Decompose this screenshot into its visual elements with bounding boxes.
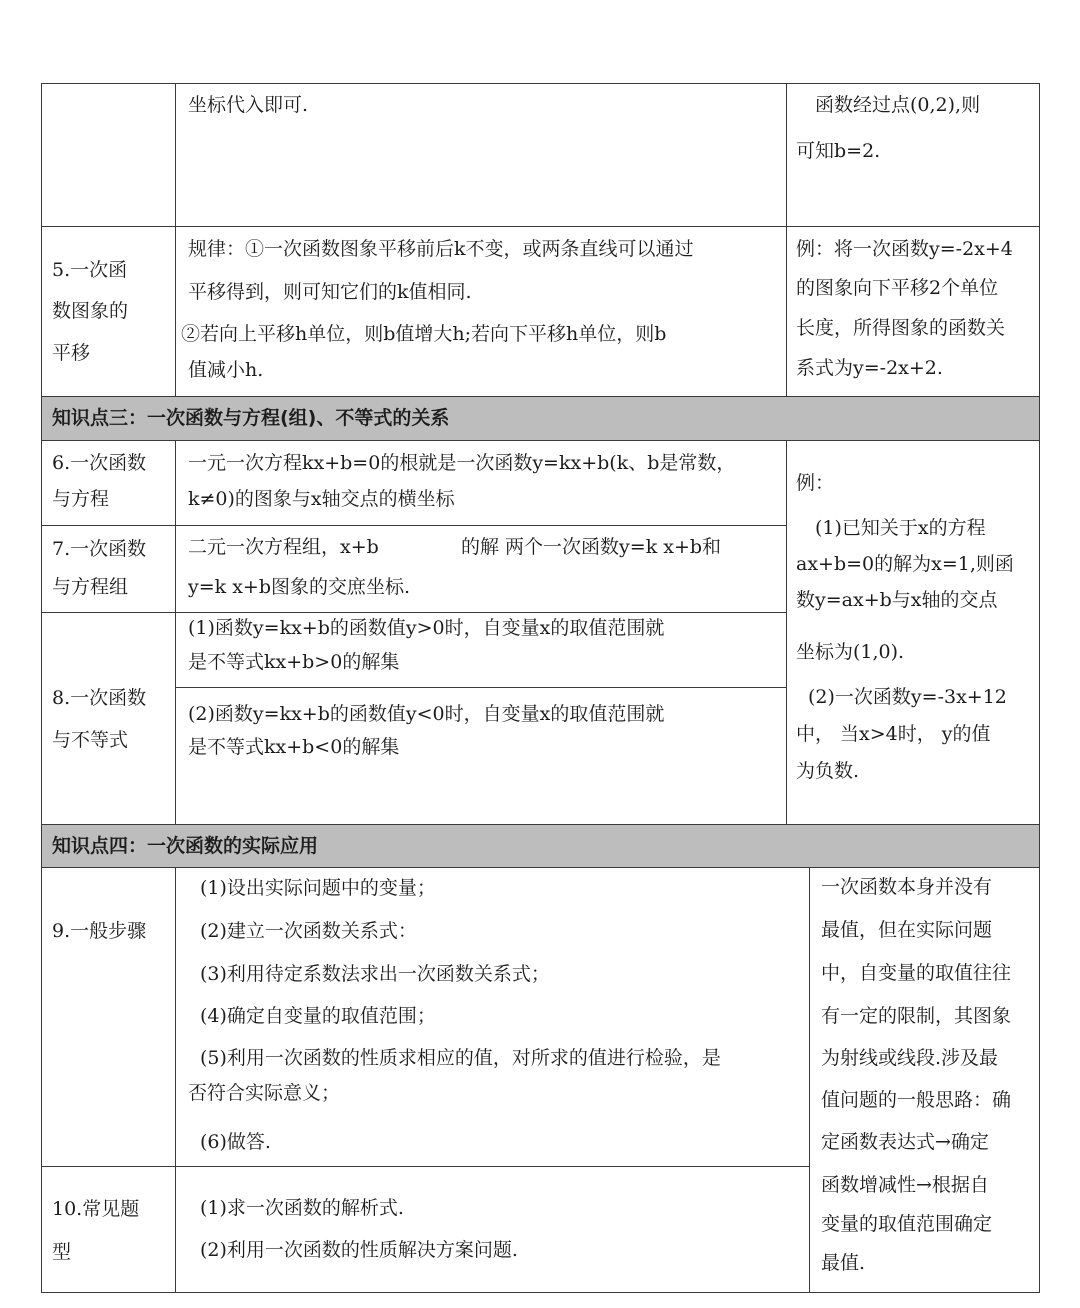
row-5-label: 5.一次函 <box>52 259 128 281</box>
table-rule <box>41 1292 1040 1293</box>
table-rule <box>175 83 176 396</box>
note-9-10: 最值. <box>821 1252 866 1274</box>
row-7-content: 的解 两个一次函数y=k x+b和 <box>461 536 722 558</box>
row-10-content: (2)利用一次函数的性质解决方案问题. <box>200 1239 518 1261</box>
section-3-title: 知识点三：一次函数与方程(组)、不等式的关系 <box>52 407 450 429</box>
table-rule <box>175 440 176 824</box>
table-rule <box>175 867 176 1292</box>
table-rule <box>41 1166 810 1167</box>
note-9-10: 一次函数本身并没有 <box>821 876 993 898</box>
row-6-content: 一元一次方程kx+b=0的根就是一次函数y=kx+b(k、b是常数， <box>188 452 736 474</box>
row-10-label: 型 <box>52 1241 72 1263</box>
row-10-label: 10.常见题 <box>52 1198 140 1220</box>
row-10-content: (1)求一次函数的解析式. <box>200 1197 404 1219</box>
example-6-8: (2)一次函数y=-3x+12 <box>808 686 1007 708</box>
row-cont-example: 可知b=2. <box>796 140 881 162</box>
note-9-10: 定函数表达式→确定 <box>821 1131 989 1153</box>
table-rule <box>41 396 1040 397</box>
row-8-content: 是不等式kx+b>0的解集 <box>188 651 400 673</box>
table-rule <box>41 867 1040 868</box>
note-9-10: 函数增减性→根据自 <box>821 1174 989 1196</box>
example-6-8: 数y=ax+b与x轴的交点 <box>796 589 998 611</box>
note-9-10: 变量的取值范围确定 <box>821 1213 993 1235</box>
example-6-8: (1)已知关于x的方程 <box>815 517 986 539</box>
note-9-10: 最值，但在实际问题 <box>821 919 993 941</box>
row-9-step: (6)做答. <box>200 1131 271 1153</box>
table-rule <box>1039 83 1040 1292</box>
note-9-10: 为射线或线段.涉及最 <box>821 1047 999 1069</box>
row-8-content: (1)函数y=kx+b的函数值y>0时，自变量x的取值范围就 <box>188 617 665 639</box>
row-7-content: y=k x+b图象的交庶坐标. <box>188 576 411 598</box>
row-5-content: 平移得到，则可知它们的k值相同. <box>188 281 472 303</box>
row-5-content: ②若向上平移h单位，则b值增大h;若向下平移h单位，则b <box>181 323 667 345</box>
note-9-10: 中，自变量的取值往往 <box>821 962 1012 984</box>
row-9-step: (3)利用待定系数法求出一次函数关系式； <box>200 963 550 985</box>
table-rule <box>809 867 810 1292</box>
table-rule <box>41 612 787 613</box>
row-5-example: 长度，所得图象的函数关 <box>796 317 1006 339</box>
row-cont-example: 函数经过点(0,2),则 <box>815 94 981 116</box>
example-6-8: 例： <box>796 472 835 494</box>
row-5-example: 例：将一次函数y=-2x+4 <box>796 238 1013 260</box>
row-9-step: (2)建立一次函数关系式： <box>200 920 417 942</box>
example-6-8: 坐标为(1,0). <box>796 641 905 663</box>
row-5-label: 平移 <box>52 342 91 364</box>
row-6-content: k≠0)的图象与x轴交点的横坐标 <box>188 488 455 510</box>
row-5-label: 数图象的 <box>52 300 129 322</box>
table-rule <box>175 687 787 688</box>
row-5-content: 值减小h. <box>188 359 264 381</box>
table-rule <box>786 83 787 396</box>
example-6-8: ax+b=0的解为x=1,则函 <box>796 553 1014 575</box>
example-6-8: 为负数. <box>796 760 860 782</box>
note-9-10: 有一定的限制，其图象 <box>821 1005 1012 1027</box>
row-6-label: 与方程 <box>52 488 110 510</box>
row-7-content: 二元一次方程组，x+b <box>188 536 379 558</box>
section-4-title: 知识点四：一次函数的实际应用 <box>52 835 319 857</box>
example-6-8: 中， 当x>4时， y的值 <box>796 723 991 745</box>
row-8-content: (2)函数y=kx+b的函数值y<0时，自变量x的取值范围就 <box>188 703 665 725</box>
table-rule <box>786 440 787 824</box>
row-9-step: (4)确定自变量的取值范围； <box>200 1005 436 1027</box>
table-rule <box>41 226 1040 227</box>
row-9-label: 9.一般步骤 <box>52 920 147 942</box>
row-5-example: 系式为y=-2x+2. <box>796 357 943 379</box>
note-9-10: 值问题的一般思路：确 <box>821 1089 1012 1111</box>
row-5-example: 的图象向下平移2个单位 <box>796 277 999 299</box>
row-8-content: 是不等式kx+b<0的解集 <box>188 736 400 758</box>
row-9-step: (1)设出实际问题中的变量； <box>200 877 436 899</box>
row-8-label: 8.一次函数 <box>52 687 147 709</box>
table-rule <box>41 824 1040 825</box>
row-9-step: (5)利用一次函数的性质求相应的值，对所求的值进行检验，是 <box>200 1047 721 1069</box>
table-rule <box>41 83 1040 84</box>
row-7-label: 与方程组 <box>52 576 129 598</box>
row-7-label: 7.一次函数 <box>52 538 147 560</box>
table-rule <box>41 525 787 526</box>
row-8-label: 与不等式 <box>52 729 129 751</box>
row-6-label: 6.一次函数 <box>52 452 147 474</box>
row-5-content: 规律：①一次函数图象平移前后k不变，或两条直线可以通过 <box>188 238 694 260</box>
table-rule <box>41 440 1040 441</box>
row-9-step: 否符合实际意义； <box>188 1082 341 1104</box>
row-cont-content: 坐标代入即可. <box>188 94 309 116</box>
table-rule <box>41 83 42 1292</box>
